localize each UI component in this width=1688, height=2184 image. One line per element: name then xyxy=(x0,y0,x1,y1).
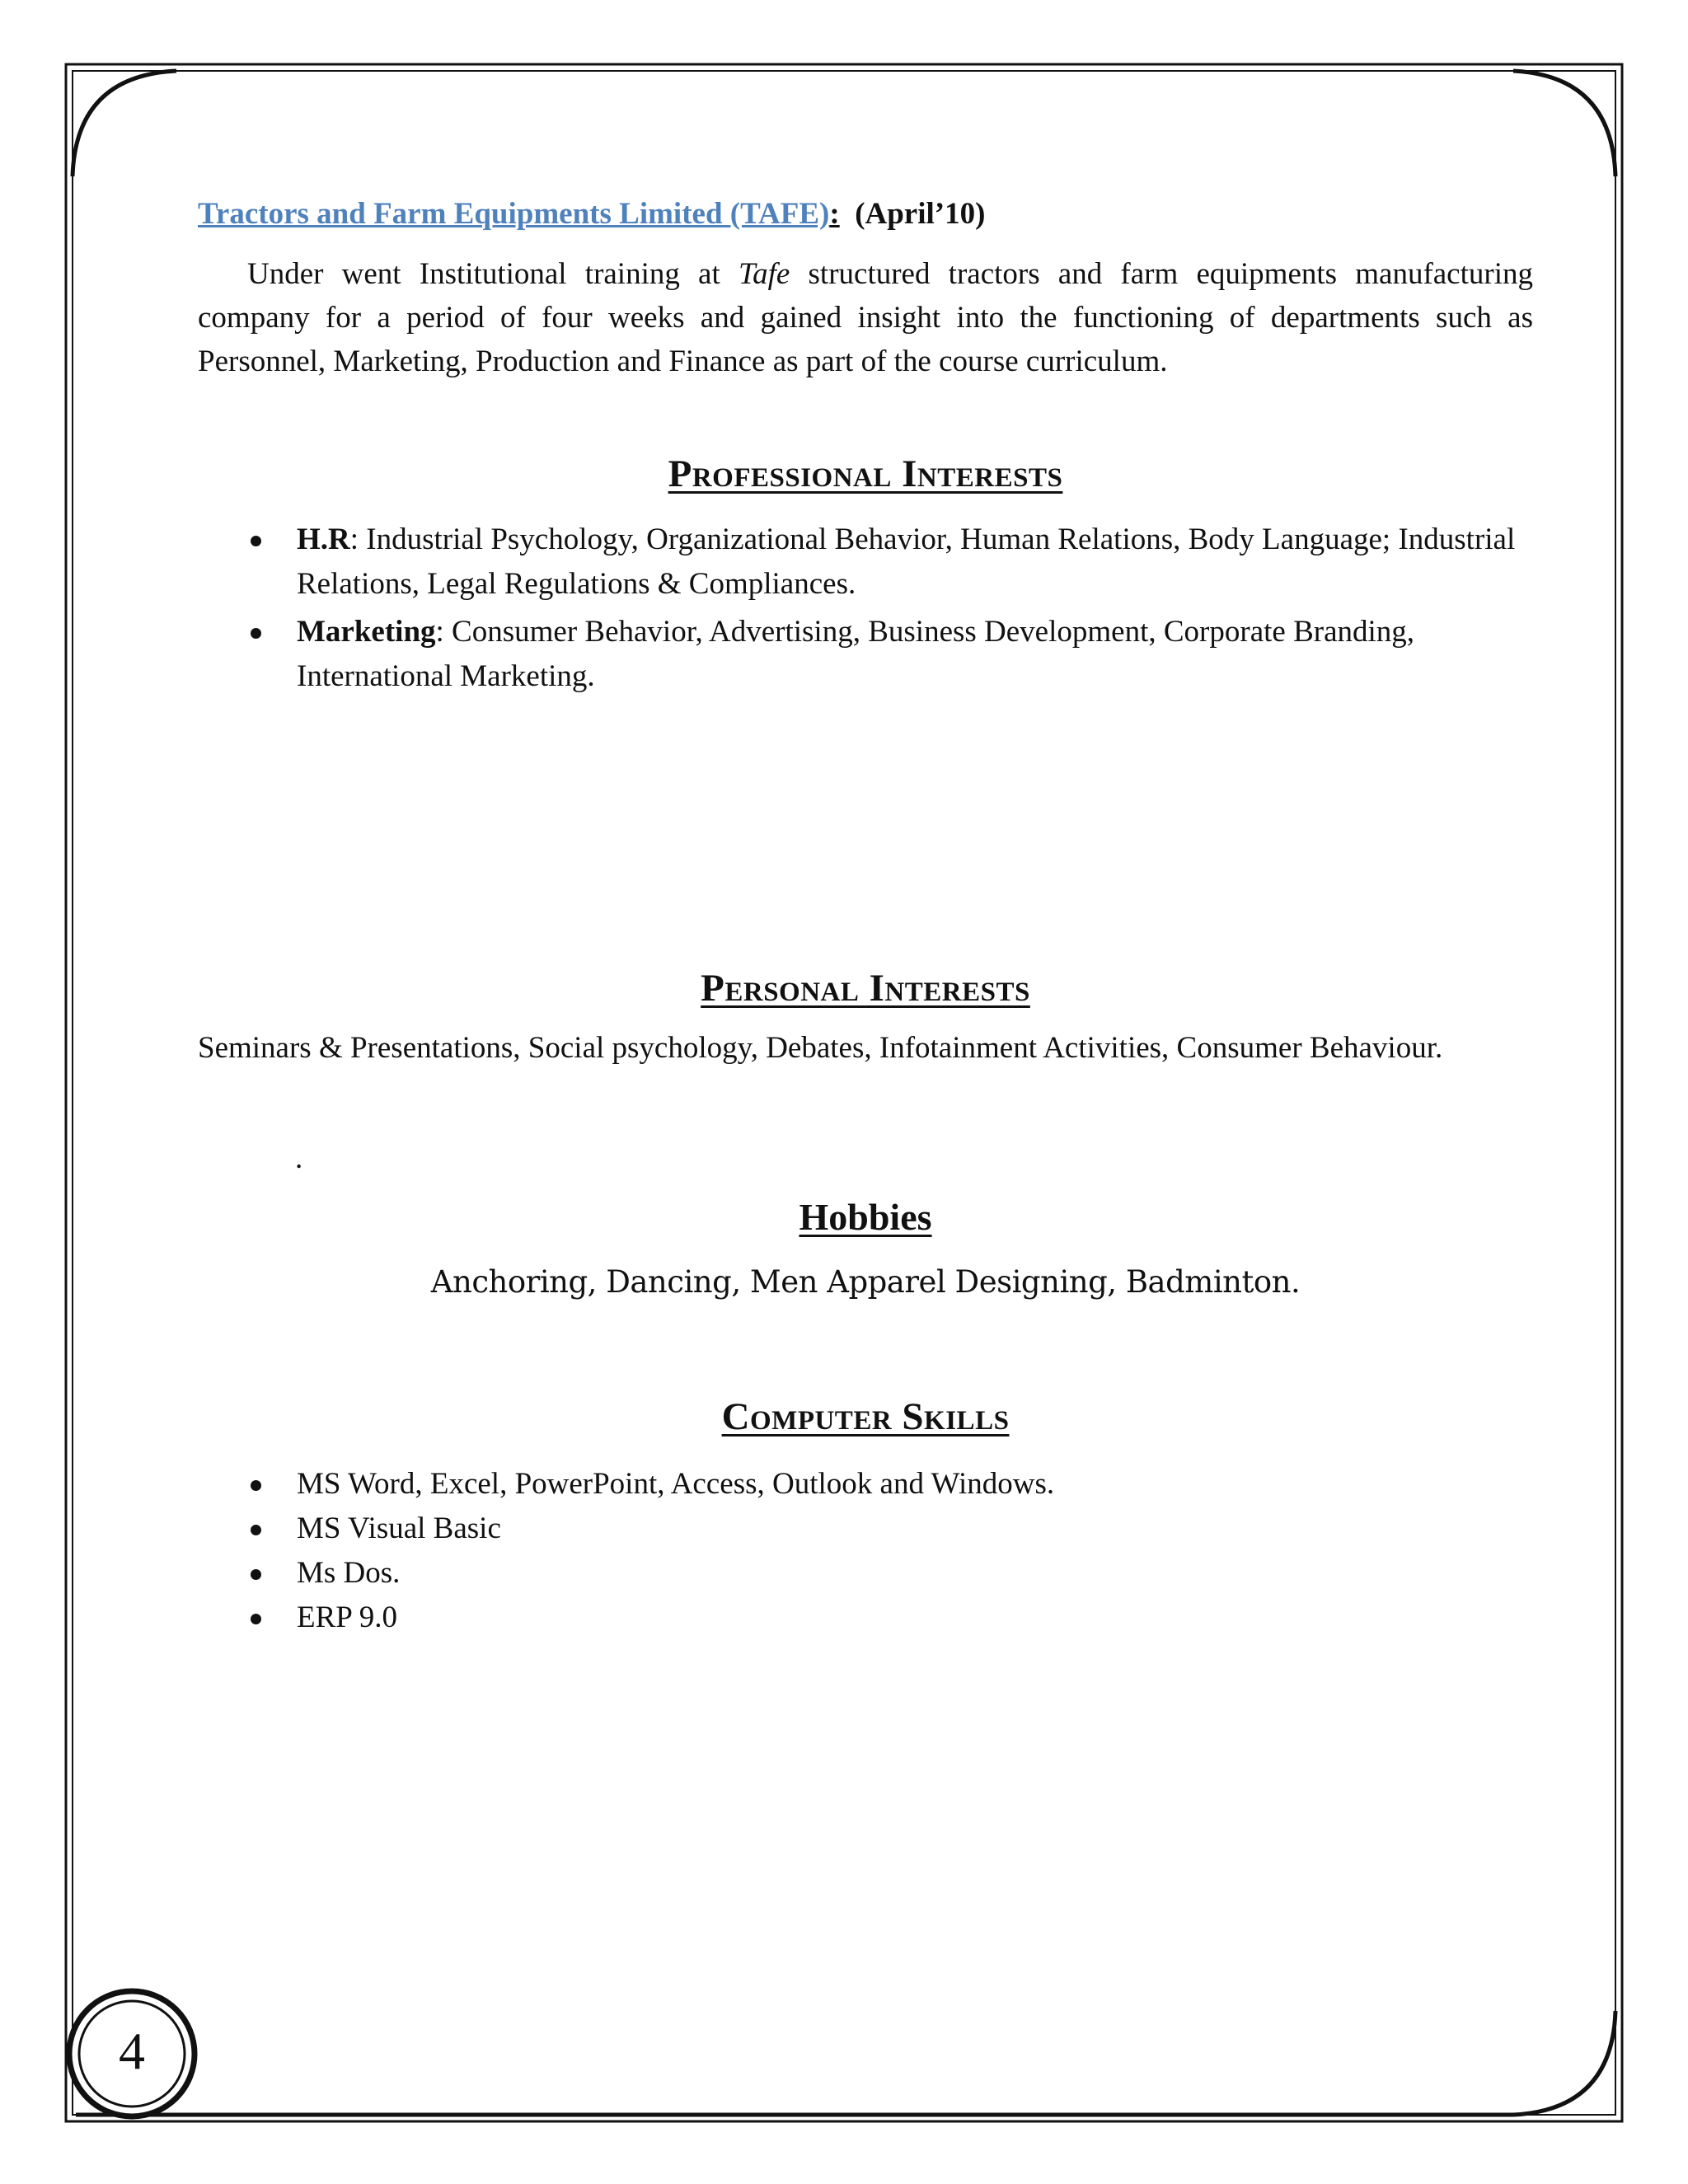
stray-mark: . xyxy=(295,1141,303,1175)
professional-interests-heading xyxy=(198,452,1533,496)
section-title: Personal Interests xyxy=(701,967,1030,1010)
item-text: Ms Dos. xyxy=(297,1556,401,1590)
company-link[interactable]: Tractors and Farm Equipments Limited (TAFE) xyxy=(198,197,830,231)
item-label: H.R xyxy=(297,523,350,556)
computer-skills-list xyxy=(198,1462,1533,1640)
item-text: : Industrial Psychology, Organizational Behavior, Human Relations, Body Language; Industrial Relations, Legal Regulations & Compliances. xyxy=(297,523,1516,601)
training-description xyxy=(198,252,1533,383)
bullet-icon xyxy=(251,628,261,639)
bullet-icon xyxy=(251,1480,261,1491)
section-title: Hobbies xyxy=(799,1196,932,1238)
list-item xyxy=(198,610,1533,699)
hobbies-text: Anchoring, Dancing, Men Apparel Designing, Badminton. xyxy=(430,1264,1301,1300)
company-italic: Tafe xyxy=(738,257,790,291)
section-title: Professional Interests xyxy=(668,452,1063,495)
training-text-start: Under went Institutional training at xyxy=(247,257,738,291)
training-entry-header xyxy=(198,196,985,232)
item-label: Marketing xyxy=(297,615,436,649)
list-item xyxy=(198,1507,1533,1551)
bullet-icon xyxy=(251,536,261,546)
list-item xyxy=(198,518,1533,607)
item-text: MS Word, Excel, PowerPoint, Access, Outlook and Windows. xyxy=(297,1467,1055,1501)
bullet-icon xyxy=(251,1614,261,1624)
personal-interests-text: Seminars & Presentations, Social psychology, Debates, Infotainment Activities, Consumer Behaviour. xyxy=(198,1031,1443,1065)
page-number: 4 xyxy=(119,2022,145,2080)
list-item xyxy=(198,1596,1533,1640)
training-date: (April’10) xyxy=(855,197,986,231)
item-text: MS Visual Basic xyxy=(297,1511,501,1545)
section-title: Computer Skills xyxy=(721,1395,1010,1438)
professional-interests-list xyxy=(198,518,1533,699)
bullet-icon xyxy=(251,1525,261,1535)
list-item xyxy=(198,1462,1533,1507)
colon: : xyxy=(829,197,840,231)
item-text: ERP 9.0 xyxy=(297,1601,397,1634)
personal-interests-heading xyxy=(198,966,1533,1010)
list-item xyxy=(198,1551,1533,1596)
training-text-end: structured tractors and farm equipments manufacturing company for a period of four weeks and gained insight into the functioning of departments such as Personnel, Marketing, Production and Finance as part of the course curriculum. xyxy=(198,257,1533,378)
bullet-icon xyxy=(251,1569,261,1580)
item-text: : Consumer Behavior, Advertising, Business Development, Corporate Branding, International Marketing. xyxy=(297,615,1415,693)
computer-skills-heading xyxy=(198,1394,1533,1439)
hobbies-heading xyxy=(198,1195,1533,1239)
